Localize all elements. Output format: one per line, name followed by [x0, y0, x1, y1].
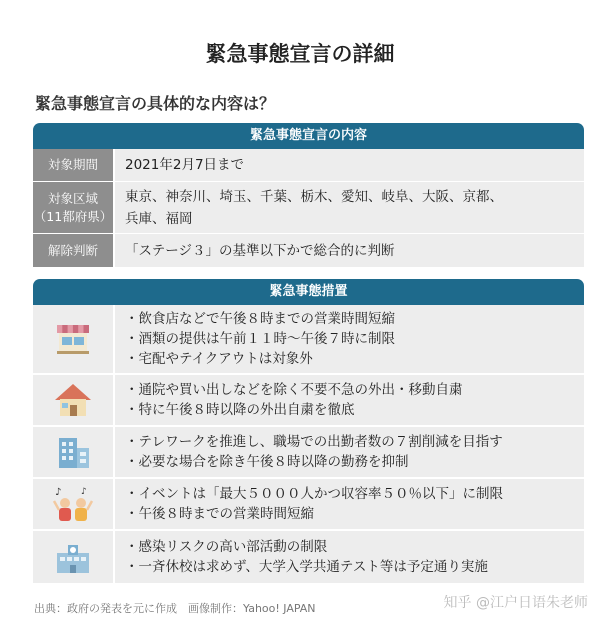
info-label-area: [33, 182, 113, 233]
measure-line: ・ 通院や買い出しなどを除く不要不急の外出・移動自粛: [125, 380, 584, 400]
measure-text: [115, 305, 584, 373]
measure-row: [33, 375, 584, 427]
measure-row: [33, 531, 584, 583]
info-value-area: [115, 182, 584, 233]
section-subtitle: 緊急事態宣言の具体的な内容は？: [35, 94, 276, 113]
measures-panel-header: 緊急事態措置: [33, 279, 584, 305]
page-title: 緊急事態宣言の詳細: [205, 42, 395, 66]
info-value-area-line1: 東京、神奈川、埼玉、千葉、栃木、愛知、岐阜、大阪、京都、: [125, 188, 503, 205]
measure-row: [33, 479, 584, 531]
info-row-period: [33, 149, 584, 182]
info-row-area: [33, 182, 584, 234]
measure-line: ・ 酒類の提供は午前１１時～午後７時に制限: [125, 329, 584, 349]
event-people-icon: [33, 479, 115, 529]
info-value-period: 2021年2月7日まで: [115, 149, 584, 181]
watermark: 知乎 @江户日语朱老师: [443, 595, 588, 611]
measure-line: ・ 飲食店などで午後８時までの営業時間短縮: [125, 309, 584, 329]
measure-line: ・ 必要な場合を除き午後８時以降の勤務を抑制: [125, 452, 584, 472]
info-row-judgment: [33, 234, 584, 267]
declaration-content-panel: [33, 123, 584, 267]
measure-text: [115, 375, 584, 425]
measure-line: ・ 宅配やテイクアウトは対象外: [125, 349, 584, 369]
restaurant-storefront-icon: [33, 305, 115, 373]
info-value-judgment: 「ステージ３」の基準以下かで総合的に判断: [115, 234, 584, 267]
svg-text:♪: ♪: [81, 487, 87, 497]
office-building-icon: [33, 427, 115, 477]
house-icon: [33, 375, 115, 425]
school-building-icon: [33, 531, 115, 583]
content-panel-header: 緊急事態宣言の内容: [33, 123, 584, 149]
measure-text: [115, 427, 584, 477]
info-label-area-line1: 対象区域: [47, 190, 98, 206]
measure-text: [115, 531, 584, 583]
info-label-area-line2: （11都府県）: [33, 208, 113, 224]
measure-line: ・ 一斉休校は求めず、大学入学共通テスト等は予定通り実施: [125, 557, 584, 577]
info-value-area-line2: 兵庫、福岡: [125, 210, 193, 227]
measure-row: [33, 305, 584, 375]
info-label-period: 対象期間: [33, 149, 113, 181]
measure-line: ・ 特に午後８時以降の外出自粛を徹底: [125, 400, 584, 420]
measure-line: ・ テレワークを推進し、職場での出勤者数の７割削減を目指す: [125, 432, 584, 452]
emergency-measures-panel: [33, 279, 584, 583]
measure-line: ・ 感染リスクの高い部活動の制限: [125, 537, 584, 557]
measure-row: [33, 427, 584, 479]
measure-line: ・ 午後８時までの営業時間短縮: [125, 504, 584, 524]
measure-line: ・ イベントは「最大５０００人かつ収容率５０％以下」に制限: [125, 484, 584, 504]
source-credit: 出典：政府の発表を元に作成 画像制作：Yahoo! JAPAN: [34, 602, 316, 615]
svg-text:♪: ♪: [55, 487, 62, 498]
info-label-judgment: 解除判断: [33, 234, 113, 267]
measure-text: [115, 479, 584, 529]
